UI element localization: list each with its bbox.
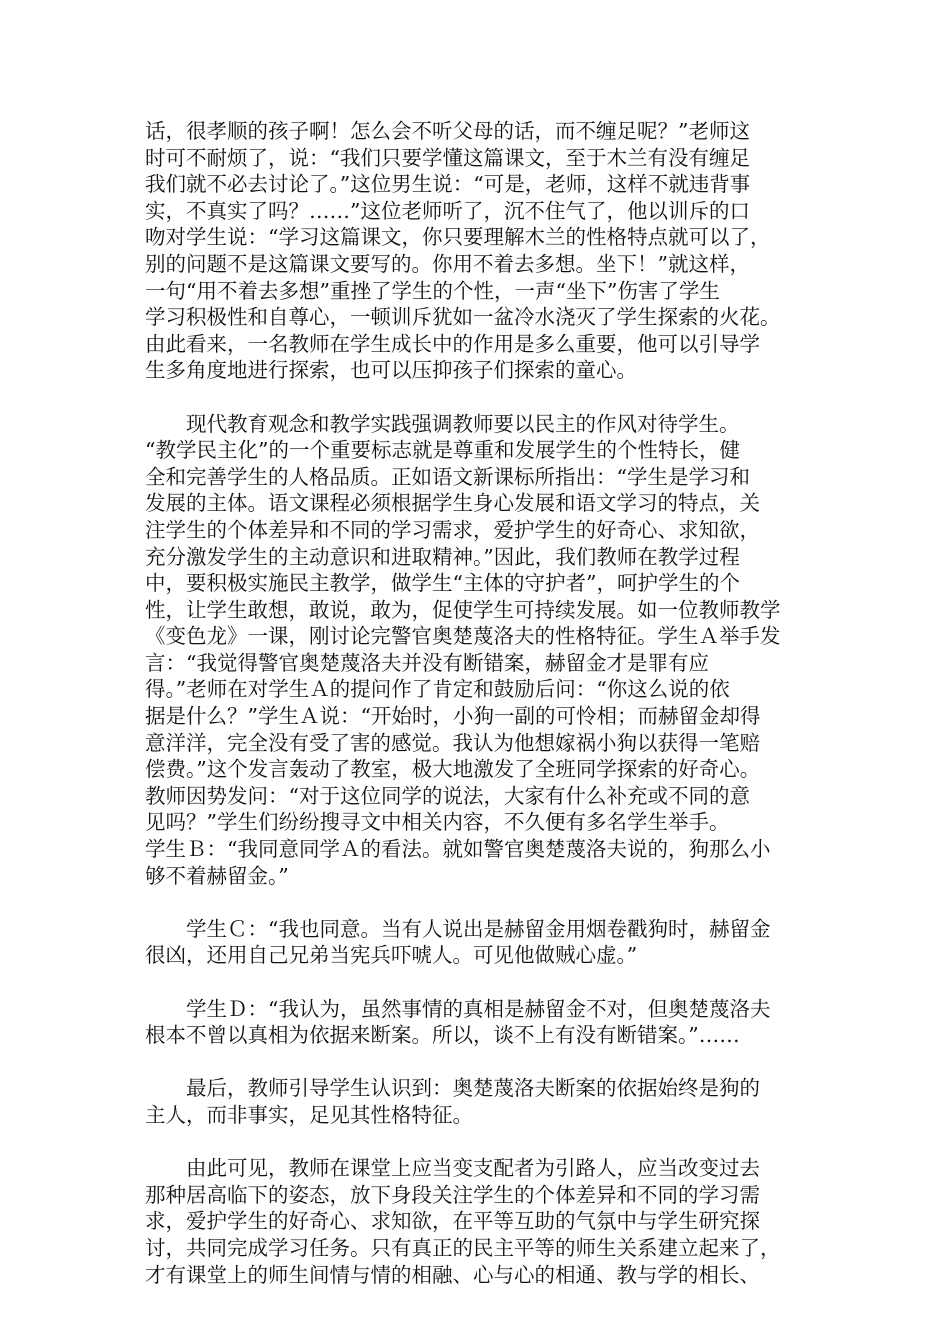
text-line: 一句“用不着去多想”重挫了学生的个性，一声“坐下”伤害了学生 (145, 278, 720, 303)
text-line: 得。”老师在对学生Ａ的提问作了肯定和鼓励后问：“你这么说的依 (145, 677, 730, 702)
text-line: 学生Ｂ：“我同意同学Ａ的看法。就如警官奥楚蔑洛夫说的，狗那么小 (145, 837, 771, 862)
text-line: 够不着赫留金。” (145, 863, 289, 888)
text-line: 学生Ｃ：“我也同意。当有人说出是赫留金用烟卷戳狗时，赫留金 (145, 916, 771, 941)
text-line: 才有课堂上的师生间情与情的相融、心与心的相通、教与学的相长、 (145, 1262, 760, 1287)
paragraph-6 (145, 1155, 821, 1288)
text-line: 现代教育观念和教学实践强调教师要以民主的作风对待学生。 (145, 411, 740, 436)
paragraph-2 (145, 411, 821, 890)
text-line: 时可不耐烦了，说：“我们只要学懂这篇课文，至于木兰有没有缠足 (145, 145, 750, 170)
text-line: 我们就不必去讨论了。”这位男生说：“可是，老师，这样不就违背事 (145, 172, 751, 197)
paragraph-4 (145, 996, 821, 1049)
text-line: 意洋洋，完全没有受了害的感觉。我认为他想嫁祸小狗以获得一笔赔 (145, 730, 760, 755)
text-line: 求，爱护学生的好奇心、求知欲，在平等互助的气氛中与学生研究探 (145, 1209, 760, 1234)
text-line: 《变色龙》一课，刚讨论完警官奥楚蔑洛夫的性格特征。学生Ａ举手发 (145, 624, 781, 649)
text-line: 发展的主体。语文课程必须根据学生身心发展和语文学习的特点，关 (145, 491, 760, 516)
text-line: 讨，共同完成学习任务。只有真正的民主平等的师生关系建立起来了， (145, 1235, 781, 1260)
text-line: 见吗？”学生们纷纷搜寻文中相关内容，不久便有多名学生举手。 (145, 810, 730, 835)
text-line: 根本不曾以真相为依据来断案。所以，谈不上有没有断错案。”…… (145, 1023, 740, 1048)
text-line: 教师因势发问：“对于这位同学的说法，大家有什么补充或不同的意 (145, 783, 750, 808)
paragraph-3 (145, 916, 821, 969)
text-line: 中，要积极实施民主教学，做学生“主体的守护者”，呵护学生的个 (145, 571, 740, 596)
text-line: 由此看来，一名教师在学生成长中的作用是多么重要，他可以引导学 (145, 331, 760, 356)
paragraph-5 (145, 1075, 821, 1128)
text-line: 充分激发学生的主动意识和进取精神。”因此，我们教师在教学过程 (145, 544, 740, 569)
text-line: 学生Ｄ：“我认为，虽然事情的真相是赫留金不对，但奥楚蔑洛夫 (145, 996, 771, 1021)
text-line: 那种居高临下的姿态，放下身段关注学生的个体差异和不同的学习需 (145, 1182, 760, 1207)
text-line: 学习积极性和自尊心，一顿训斥犹如一盆冷水浇灭了学生探索的火花。 (145, 305, 781, 330)
text-line: 全和完善学生的人格品质。正如语文新课标所指出：“学生是学习和 (145, 464, 750, 489)
text-line: 主人，而非事实，足见其性格特征。 (145, 1102, 473, 1127)
text-line: 由此可见，教师在课堂上应当变支配者为引路人，应当改变过去 (145, 1156, 760, 1181)
text-line: “教学民主化”的一个重要标志就是尊重和发展学生的个性特长，健 (145, 438, 740, 463)
text-line: 性，让学生敢想，敢说，敢为，促使学生可持续发展。如一位教师教学 (145, 597, 781, 622)
text-line: 话，很孝顺的孩子啊！怎么会不听父母的话，而不缠足呢？”老师这 (145, 119, 750, 143)
document-page (145, 118, 821, 1315)
text-line: 实，不真实了吗？……”这位老师听了，沉不住气了，他以训斥的口 (145, 198, 750, 223)
text-line: 据是什么？”学生Ａ说：“开始时，小狗一副的可怜相；而赫留金却得 (145, 704, 761, 729)
text-line: 生多角度地进行探索，也可以压抑孩子们探索的童心。 (145, 358, 637, 383)
text-line: 言：“我觉得警官奥楚蔑洛夫并没有断错案，赫留金才是罪有应 (145, 650, 709, 675)
text-line: 注学生的个体差异和不同的学习需求，爱护学生的好奇心、求知欲， (145, 517, 760, 542)
text-line: 偿费。”这个发言轰动了教室，极大地激发了全班同学探索的好奇心。 (145, 757, 761, 782)
text-line: 别的问题不是这篇课文要写的。你用不着去多想。坐下！”就这样， (145, 251, 750, 276)
text-line: 很凶，还用自己兄弟当宪兵吓唬人。可见他做贼心虚。” (145, 943, 638, 968)
text-line: 最后，教师引导学生认识到：奥楚蔑洛夫断案的依据始终是狗的 (145, 1076, 760, 1101)
text-line: 吻对学生说：“学习这篇课文，你只要理解木兰的性格特点就可以了， (145, 225, 771, 250)
paragraph-1 (145, 118, 821, 384)
